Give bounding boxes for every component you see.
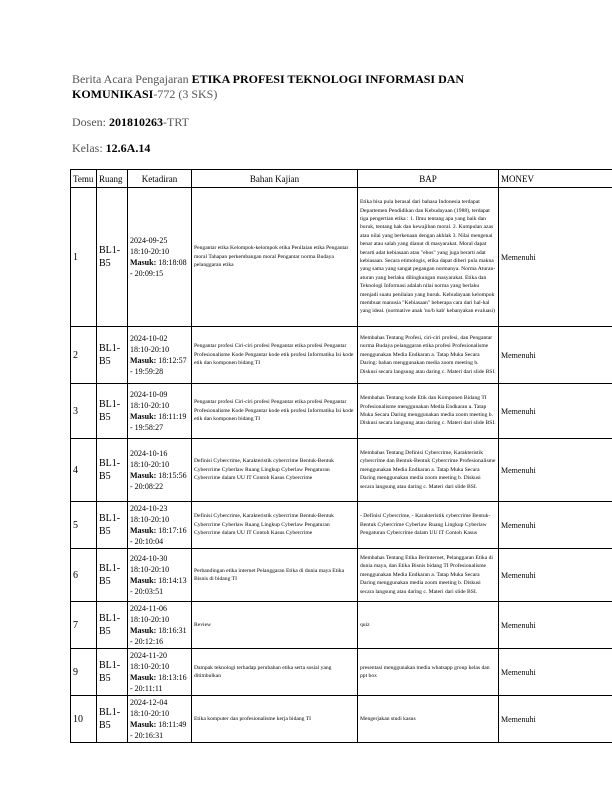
temu-cell: 5 — [71, 502, 97, 549]
masuk-label: Masuk: — [130, 626, 157, 635]
temu-cell: 3 — [71, 384, 97, 439]
ruang-cell: BL1-B5 — [97, 439, 128, 502]
jadwal-time: 2024-11-20 18:10-20:10 — [130, 651, 170, 671]
monev-cell: Memenuhi — [499, 549, 612, 602]
bap-cell: Membahas Tentang kode Etik dan Komponen Bidang TI Profesionalisme menggunakan Media Endkaran a. Tatap Muka Secara Daring menggunakan media zoom meeting b. Diskusi secara langsung atau daring c. Materi dari slide BSI. — [358, 384, 499, 439]
monev-cell: Memenuhi — [499, 439, 612, 502]
ruang-cell: BL1-B5 — [97, 602, 128, 649]
table-row — [71, 439, 612, 502]
page-title — [72, 72, 542, 102]
monev-cell: Memenuhi — [499, 602, 612, 649]
kelas-line — [72, 141, 150, 156]
bap-cell: Membahas Tentang Profesi, ciri-ciri profesi, dan Pengantar norma Budaya pelanggaran etika profesi Profesionalisme menggunakan Media Endkaran a. Tatap Muka Secara Daring: bahan menggunakan media zoom meeting b. Diskusi secara langsung atau daring c. Materi dari slide BSI. — [358, 327, 499, 384]
title-prefix: Berita Acara Pengajaran — [72, 72, 192, 86]
table-row — [71, 602, 612, 649]
masuk-label: Masuk: — [130, 720, 157, 729]
dosen-suffix: -TRT — [163, 115, 189, 129]
ruang-cell: BL1-B5 — [97, 384, 128, 439]
table-row — [71, 696, 612, 743]
masuk-label: Masuk: — [130, 412, 157, 421]
col-header-temu: Temu — [71, 170, 97, 188]
masuk-time: 18:14:13 - 20:03:51 — [130, 576, 187, 596]
jadwal-cell — [128, 696, 192, 743]
jadwal-cell — [128, 188, 192, 327]
jadwal-time: 2024-10-09 18:10-20:10 — [130, 390, 170, 410]
masuk-time: 18:11:49 - 20:16:31 — [130, 720, 187, 740]
masuk-time: 18:11:19 - 19:58:27 — [130, 412, 187, 432]
dosen-line — [72, 115, 189, 130]
bahan-cell: Review — [192, 602, 358, 649]
masuk-time: 18:18:08 - 20:09:15 — [130, 258, 187, 278]
monev-cell: Memenuhi — [499, 327, 612, 384]
masuk-label: Masuk: — [130, 673, 157, 682]
jadwal-cell — [128, 384, 192, 439]
ruang-cell: BL1-B5 — [97, 502, 128, 549]
dosen-label: Dosen: — [72, 115, 109, 129]
table-row — [71, 188, 612, 327]
temu-cell: 7 — [71, 602, 97, 649]
kelas-label: Kelas: — [72, 141, 106, 155]
col-header-monev: MONEV — [499, 170, 612, 188]
jadwal-time: 2024-11-06 18:10-20:10 — [130, 604, 170, 624]
bap-table — [70, 169, 612, 743]
bahan-cell: Perbandingan etika internet Pelanggaran Etika di dunia maya Etika Bisnis di bidang TI — [192, 549, 358, 602]
bap-cell: Mengerjakan studi kasus — [358, 696, 499, 743]
masuk-time: 18:15:56 - 20:08:22 — [130, 471, 187, 491]
col-header-bap: BAP — [358, 170, 499, 188]
temu-cell: 1 — [71, 188, 97, 327]
bap-cell: Etika bisa pula berasal dari bahasa Indonesia terdapat Departemen Pendidikan dan Kebudayaan (1988), terdapat tiga pengertian etika : 1. Ilmu tentang apa yang baik dan buruk, tentang hak dan kewajiban moral. 2. Kumpulan azas atau nilai yang berkenaan dengan akhlak 3. Nilai mengenai benar atau salah yang dianut di masyarakat. Moral dapat berarti adat kebiasaan atau "ebos" yang juga berarti adat kebiasaan. Secara etimologis, etika dapat diberi pula makna yang sama yang sangat pegangan normanya. Norma Aturan-aturan yang berlaku dilingkungan masyarakat. Etika dan Teknologi Informasi adalah nilai norma yang berlaku menjadi suatu penilaian yang buruk. Kebudayaan kelompok membuat manusia "Kebiasaan" beberapa cara dari hal-hal yang ideal. (normative anak 'no/b kab' kebanyakan evaluasi) — [358, 188, 499, 327]
jadwal-time: 2024-10-02 18:10-20:10 — [130, 334, 170, 354]
temu-cell: 10 — [71, 696, 97, 743]
masuk-time: 18:12:57 - 19:59:28 — [130, 356, 187, 376]
ruang-cell: BL1-B5 — [97, 327, 128, 384]
course-name: ETIKA PROFESI TEKNOLOGI INFORMASI DAN KOMUNIKASI — [72, 72, 465, 101]
jadwal-cell — [128, 602, 192, 649]
table-row — [71, 502, 612, 549]
table-header-row — [71, 170, 612, 188]
col-header-ruang: Ruang — [97, 170, 128, 188]
masuk-time: 18:17:16 - 20:10:04 — [130, 526, 187, 546]
bahan-cell: Definisi Cybercrime, Karakteristik cybercrime Bentuk-Bentuk Cybercrime Cyberlaw Ruang Lingkup Cyberlaw Pengaturan Cybercrime dalam UU IT Contoh Kasus Cybercrime — [192, 502, 358, 549]
masuk-label: Masuk: — [130, 471, 157, 480]
jadwal-time: 2024-10-30 18:10-20:10 — [130, 554, 170, 574]
temu-cell: 2 — [71, 327, 97, 384]
monev-cell: Memenuhi — [499, 502, 612, 549]
jadwal-cell — [128, 549, 192, 602]
bahan-cell: Dampak teknologi terhadap perubahan etika serta sosial yang ditimbulkan — [192, 649, 358, 696]
course-suffix: -772 (3 SKS) — [153, 87, 218, 101]
monev-cell: Memenuhi — [499, 649, 612, 696]
bap-cell: presentasi menggunakan media whatsapp group kelas dan ppt box — [358, 649, 499, 696]
bap-cell: quiz — [358, 602, 499, 649]
monev-cell: Memenuhi — [499, 188, 612, 327]
table-row — [71, 327, 612, 384]
masuk-label: Masuk: — [130, 526, 157, 535]
ruang-cell: BL1-B5 — [97, 549, 128, 602]
jadwal-cell — [128, 502, 192, 549]
monev-cell: Memenuhi — [499, 384, 612, 439]
masuk-label: Masuk: — [130, 356, 157, 365]
bap-cell: - Definisi Cybercrime, - Karakteristik cybercrime Bentuk-Bentuk Cybercrime Cyberlaw Ruang Lingkup Cyberlaw Pengaturan Cybercrime dalam UU IT Contoh Kasus — [358, 502, 499, 549]
ruang-cell: BL1-B5 — [97, 696, 128, 743]
temu-cell: 9 — [71, 649, 97, 696]
col-header-bahan-kajian: Bahan Kajian — [192, 170, 358, 188]
jadwal-cell — [128, 439, 192, 502]
bahan-cell: Pengantar profesi Ciri-ciri profesi Pengantar etika profesi Pengantar Profesionalisme Kode Pengantar kode etik profesi Informatika Isi kode etik dan komponen bidang TI — [192, 327, 358, 384]
table-row — [71, 649, 612, 696]
table-row — [71, 549, 612, 602]
jadwal-time: 2024-10-16 18:10-20:10 — [130, 449, 170, 469]
jadwal-time: 2024-12-04 18:10-20:10 — [130, 698, 170, 718]
jadwal-cell — [128, 649, 192, 696]
monev-cell: Memenuhi — [499, 696, 612, 743]
bahan-cell: Definisi Cybercrime, Karakteristik cybercrime Bentuk-Bentuk Cybercrime Cyberlaw Ruang Lingkup Cyberlaw Pengaturan Cybercrime dalam UU IT Contoh Kasus Cybercrime — [192, 439, 358, 502]
bahan-cell: Pengantar etika Kelompok-kelompok etika Penilaian etika Pengantar moral Tahapan perkembangan moral Pengantar norma Budaya pelanggaran etika — [192, 188, 358, 327]
bahan-cell: Etika komputer dan profesionalisme kerja bidang TI — [192, 696, 358, 743]
masuk-time: 18:16:31 - 20:12:16 — [130, 626, 187, 646]
ruang-cell: BL1-B5 — [97, 188, 128, 327]
bahan-cell: Pengantar profesi Ciri-ciri profesi Pengantar etika profesi Pengantar Profesionalisme Kode Pengantar kode etik profesi Informatika Isi kode etik dan komponen bidang TI — [192, 384, 358, 439]
temu-cell: 4 — [71, 439, 97, 502]
temu-cell: 6 — [71, 549, 97, 602]
bap-cell: Membahas Tentang Etika Berinternet, Pelanggaran Etika di dunia maya, dan Etika Bisnis bidang TI Profesionalisme menggunakan Media Endkaran a. Tatap Muka Secara Daring menggunakan media zoom meeting b. Diskusi secara langsung atau daring c. Materi dari slide BSI. — [358, 549, 499, 602]
jadwal-time: 2024-09-25 18:10-20:10 — [130, 236, 170, 256]
masuk-label: Masuk: — [130, 576, 157, 585]
masuk-label: Masuk: — [130, 258, 157, 267]
jadwal-cell — [128, 327, 192, 384]
col-header-ketadiran: Ketadiran — [128, 170, 192, 188]
table-row — [71, 384, 612, 439]
kelas-value: 12.6A.14 — [105, 141, 151, 155]
ruang-cell: BL1-B5 — [97, 649, 128, 696]
dosen-id: 201810263 — [109, 115, 163, 129]
jadwal-time: 2024-10-23 18:10-20:10 — [130, 504, 170, 524]
bap-cell: Membahas Tentang Definisi Cybercrime, Karakteristik cybercrime dan Bentuk-Bentuk Cybercrime Profesionalisme menggunakan Media Endkaran a. Tatap Muka Secara Daring menggunakan media zoom meeting b. Diskusi secara langsung atau daring c. Materi dari slide BSI. — [358, 439, 499, 502]
masuk-time: 18:13:16 - 20:11:11 — [130, 673, 187, 693]
